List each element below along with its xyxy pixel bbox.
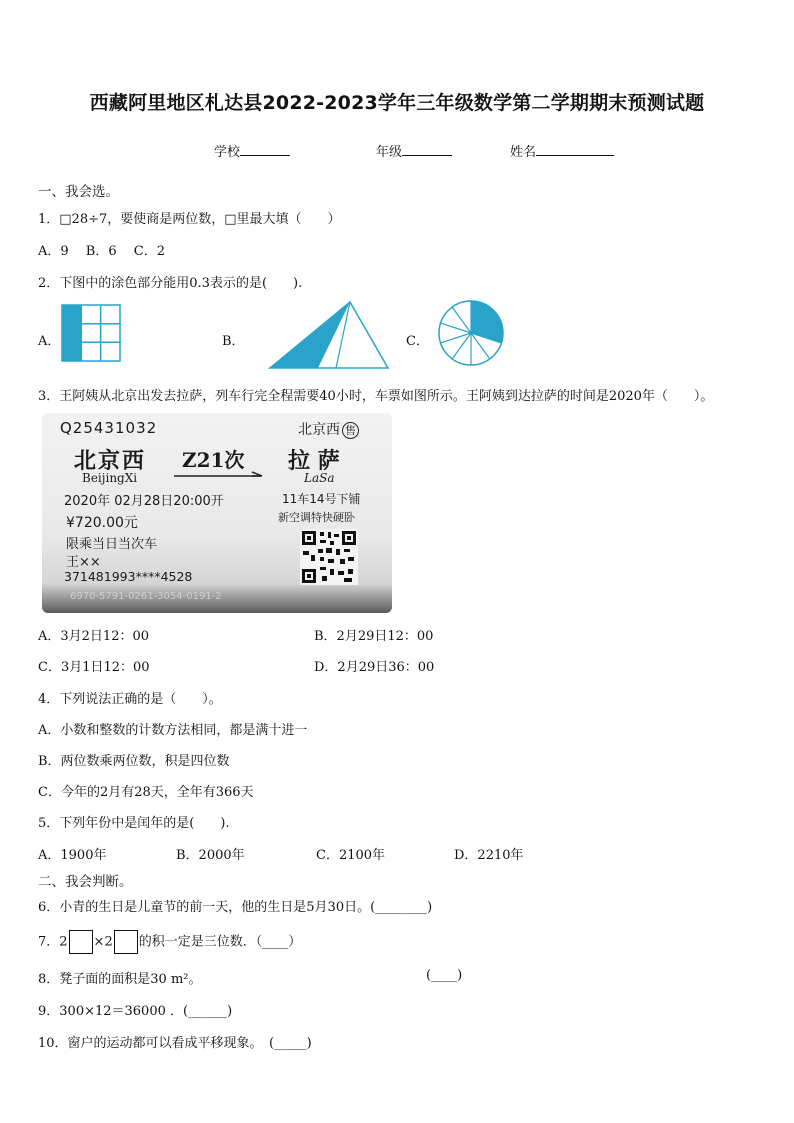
question-7-middle: ×2 [93, 934, 113, 950]
grid-shaded-cell [62, 324, 81, 343]
circle-figure [436, 298, 506, 368]
question-1: 1．□28÷7，要使商是两位数，□里最大填（ ） [38, 212, 341, 227]
question-3-option-c: C．3月1日12：00 [38, 660, 150, 675]
question-2-option-b-label: B． [222, 334, 245, 349]
question-4: 4．下列说法正确的是（ ）。 [38, 692, 222, 707]
question-4-option-c: C．今年的2月有28天，全年有366天 [38, 785, 254, 800]
question-5-option-a: A．1900年 [38, 848, 107, 863]
grade-label: 年级 [376, 145, 403, 160]
question-7-suffix: 的积一定是三位数．（____） [138, 934, 302, 950]
ticket-station-top: 北京西 售 [298, 419, 359, 439]
ticket-limit: 限乘当日当次车 [66, 537, 158, 552]
ticket-type: 新空调特快硬卧 [278, 511, 355, 524]
train-ticket [42, 413, 392, 613]
question-3-option-a: A．3月2日12：00 [38, 629, 150, 644]
name-label: 姓名 [510, 145, 537, 160]
ticket-arrow-icon [174, 471, 266, 481]
ticket-qr-code [300, 529, 358, 585]
question-7 [38, 930, 301, 954]
ticket-shou-mark: 售 [342, 422, 359, 439]
question-5-option-d: D．2210年 [454, 848, 524, 863]
school-field [214, 141, 290, 160]
name-field [510, 141, 614, 160]
question-5: 5．下列年份中是闰年的是( ). [38, 816, 230, 831]
question-2-option-c-label: C． [406, 334, 429, 349]
ticket-bottom-code: 6970-5791-0261-3054-0191-2 [70, 591, 222, 602]
section-2-heading: 二、我会判断。 [38, 874, 133, 890]
question-10: 10．窗户的运动都可以看成平移现象。 (_____) [38, 1036, 312, 1051]
ticket-passenger: 王×× [66, 555, 101, 570]
question-2-option-a-label: A． [38, 334, 61, 349]
question-4-option-b: B．两位数乘两位数，积是四位数 [38, 754, 230, 769]
answer-box[interactable] [69, 930, 93, 954]
question-6: 6．小青的生日是儿童节的前一天，他的生日是5月30日。(________) [38, 900, 433, 915]
ticket-price: ¥720.00元 [66, 515, 138, 531]
grid-shaded-cell [62, 342, 81, 361]
grade-field [376, 141, 452, 160]
question-8: 8．凳子面的面积是30 m²。 [38, 972, 202, 987]
ticket-from-pinyin: BeijingXi [82, 471, 138, 485]
question-7-prefix: 7．2 [38, 934, 68, 950]
ticket-to-station: 拉 萨 [288, 448, 340, 474]
question-2: 2．下图中的涂色部分能用0.3表示的是( ). [38, 276, 303, 291]
page-title: 西藏阿里地区札达县2022-2023学年三年级数学第二学期期末预测试题 [89, 92, 705, 114]
school-blank [240, 143, 290, 156]
ticket-code: Q25431032 [60, 419, 158, 437]
question-5-option-b: B．2000年 [176, 848, 245, 863]
answer-box[interactable] [114, 930, 138, 954]
section-1-heading: 一、我会选。 [38, 184, 119, 200]
ticket-id: 371481993****4528 [64, 569, 193, 584]
question-4-option-a: A．小数和整数的计数方法相同，都是满十进一 [38, 723, 308, 738]
ticket-seat: 11车14号下铺 [282, 492, 361, 506]
grid-figure [61, 304, 121, 362]
question-5-option-c: C．2100年 [316, 848, 386, 863]
grade-blank [402, 143, 452, 156]
question-8-answer-blank[interactable]: (____) [426, 968, 463, 983]
grid-shaded-cell [62, 305, 81, 324]
question-3: 3．王阿姨从北京出发去拉萨，列车行完全程需要40小时，车票如图所示。王阿姨到达拉萨的时间是2020年（ ）。 [38, 389, 714, 404]
ticket-to-pinyin: LaSa [304, 471, 335, 485]
ticket-from-station: 北京西 [74, 448, 147, 474]
triangle-figure [266, 298, 392, 370]
school-label: 学校 [214, 145, 241, 160]
question-3-option-b: B．2月29日12：00 [314, 629, 434, 644]
ticket-train-number: Z21次 [182, 448, 245, 472]
name-blank [536, 143, 614, 156]
question-3-option-d: D．2月29日36：00 [314, 660, 435, 675]
question-9: 9．300×12＝36000 ．(______) [38, 1004, 233, 1019]
question-1-options: A．9 B．6 C．2 [38, 244, 165, 259]
ticket-datetime: 2020年 02月28日20:00开 [64, 494, 224, 509]
